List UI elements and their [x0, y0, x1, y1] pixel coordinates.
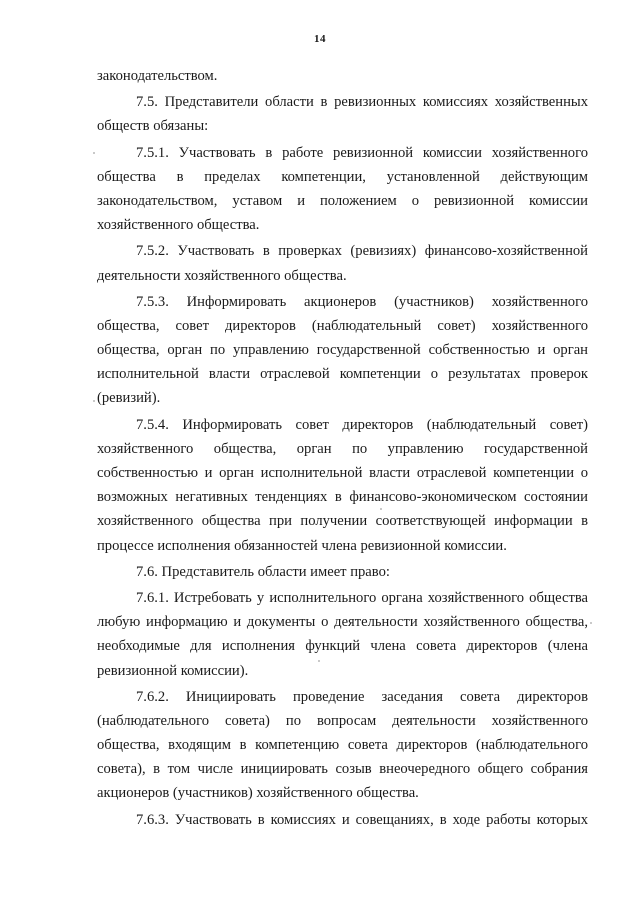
text-line: обществ обязаны:: [97, 118, 209, 135]
scan-speck: [590, 622, 592, 624]
text-line: любую информацию и документы о деятельности хозяйственного общества,: [97, 614, 588, 631]
paragraph-7-6-1: [97, 586, 588, 683]
text-line: деятельности хозяйственного общества.: [97, 267, 347, 284]
document-body: [97, 64, 588, 834]
paragraph-7-5-1: [97, 141, 588, 238]
paragraph-continuation: [97, 64, 588, 88]
text-line: 7.5.1. Участвовать в работе ревизионной комиссии хозяйственного: [136, 144, 588, 161]
text-line: 7.6. Представитель области имеет право:: [136, 563, 390, 580]
text-line: общества, совет директоров (наблюдательный совет) хозяйственного: [97, 317, 588, 334]
scan-speck: [93, 152, 95, 154]
text-line: 7.6.1. Истребовать у исполнительного органа хозяйственного общества: [136, 589, 588, 606]
text-line: (ревизий).: [97, 390, 161, 407]
text-line: общества в пределах компетенции, установленной действующим: [97, 168, 588, 185]
text-line: 7.5.3. Информировать акционеров (участников) хозяйственного: [136, 293, 588, 310]
text-line: законодательством, уставом и положением о ревизионной комиссии: [97, 192, 588, 209]
text-line: (наблюдательного совета) по вопросам деятельности хозяйственного: [97, 712, 588, 729]
text-line: хозяйственного общества.: [97, 217, 260, 234]
scan-speck: [380, 508, 382, 510]
paragraph-7-5-4: [97, 413, 588, 558]
text-line: 7.6.2. Инициировать проведение заседания совета директоров: [136, 688, 588, 705]
text-line: возможных негативных тенденциях в финансово-экономическом состоянии: [97, 489, 588, 506]
page-number: 14: [314, 33, 326, 45]
text-line: акционеров (участников) хозяйственного общества.: [97, 785, 419, 802]
paragraph-7-6-2: [97, 685, 588, 806]
paragraph-7-6-3: [97, 808, 588, 832]
text-line: собственностью и орган исполнительной власти отраслевой компетенции о: [97, 465, 588, 481]
text-line: хозяйственного общества, орган по управлению государственной: [97, 440, 588, 457]
paragraph-7-5-3: [97, 290, 588, 411]
scan-speck: [318, 660, 320, 662]
text-line: законодательством.: [97, 68, 218, 84]
paragraph-7-5: [97, 90, 588, 138]
paragraph-7-5-2: [97, 239, 588, 287]
text-line: процессе исполнения обязанностей члена ревизионной комиссии.: [97, 537, 507, 554]
text-line: 7.6.3. Участвовать в комиссиях и совещаниях, в ходе работы которых: [136, 811, 588, 828]
paragraph-7-6: [97, 560, 588, 584]
text-line: совета), в том числе инициировать созыв внеочередного общего собрания: [97, 761, 588, 778]
text-line: 7.5.2. Участвовать в проверках (ревизиях) финансово-хозяйственной: [136, 243, 588, 260]
text-line: общества, орган по управлению государственной собственностью и орган: [97, 342, 588, 359]
text-line: хозяйственного общества при получении соответствующей информации в: [97, 513, 588, 530]
scan-speck: [93, 400, 95, 402]
text-line: необходимые для исполнения функций члена совета директоров (члена: [97, 638, 588, 655]
text-line: 7.5. Представители области в ревизионных комиссиях хозяйственных: [136, 94, 588, 111]
text-line: 7.5.4. Информировать совет директоров (наблюдательный совет): [136, 416, 588, 433]
text-line: ревизионной комиссии).: [97, 662, 249, 679]
text-line: общества, входящим в компетенцию совета директоров (наблюдательного: [97, 737, 588, 754]
text-line: исполнительной власти отраслевой компетенции о результатах проверок: [97, 366, 588, 383]
